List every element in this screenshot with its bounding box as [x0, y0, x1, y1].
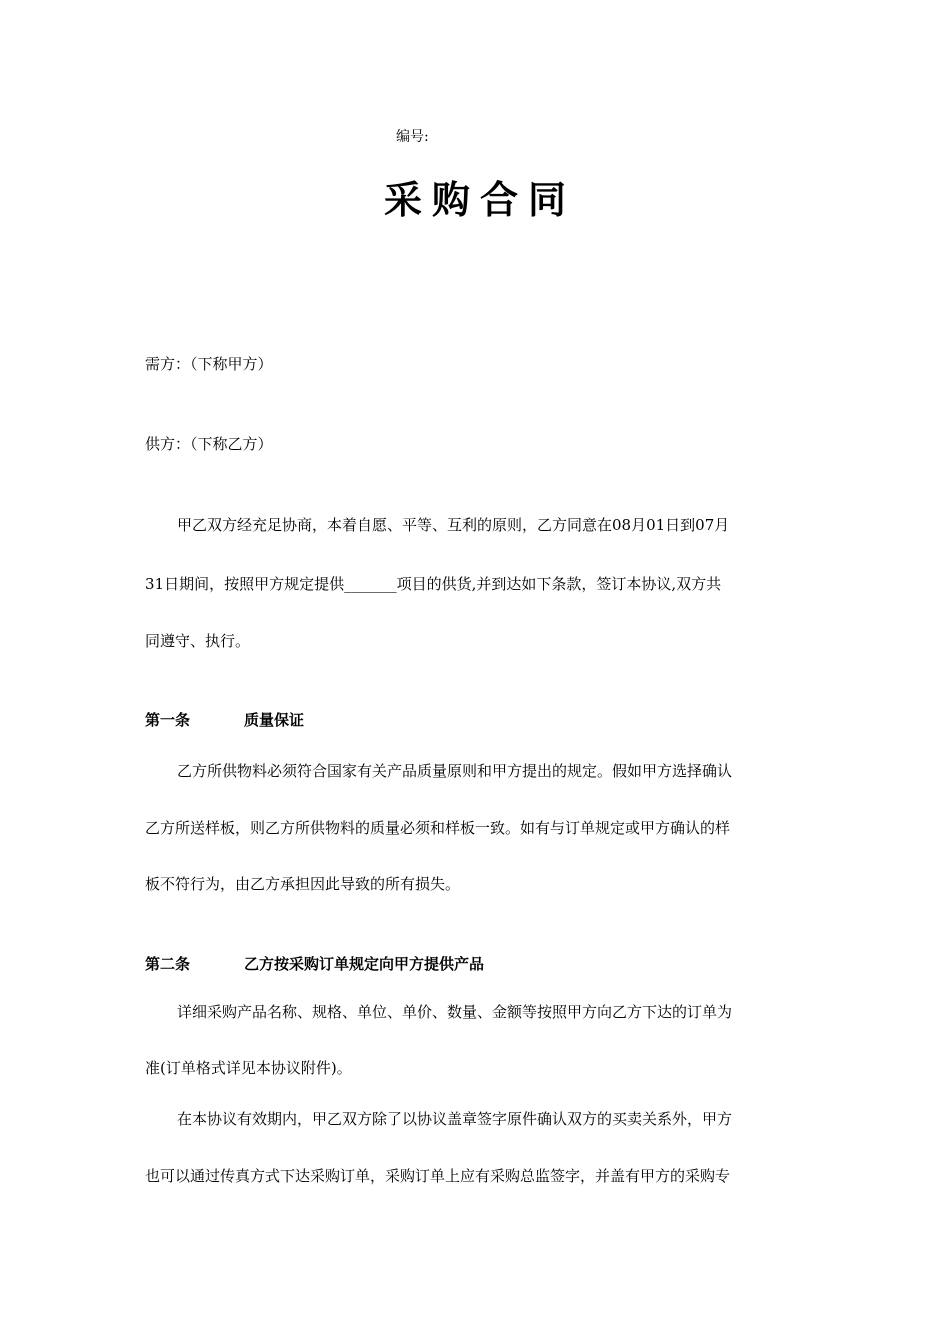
- article-2-para-2-line-2: 也可以通过传真方式下达采购订单，采购订单上应有采购总监签字，并盖有甲方的采购专: [145, 1167, 731, 1185]
- article-1-title: 质量保证: [244, 711, 305, 729]
- article-1-line-2: 乙方所送样板，则乙方所供物料的质量必须和样板一致。如有与订单规定或甲方确认的样: [145, 819, 731, 837]
- buyer-party-line: 需方：（下称甲方）: [145, 355, 273, 373]
- article-1-line-3: 板不符行为，由乙方承担因此导致的所有损失。: [145, 875, 461, 893]
- article-2-para-2-line-1: 在本协议有效期内，甲乙双方除了以协议盖章签字原件确认双方的买卖关系外，甲方: [177, 1110, 733, 1128]
- document-title: 采购合同: [383, 177, 576, 222]
- contract-number-label: 编号:: [396, 129, 429, 145]
- supplier-party-line: 供方：（下称乙方）: [145, 435, 273, 453]
- intro-line-3: 同遵守、执行。: [145, 632, 251, 650]
- article-2-para-1-line-2: 准(订单格式详见本协议附件)。: [145, 1059, 352, 1077]
- intro-line-2: 31日期间，按照甲方规定提供_______项目的供货,并到达如下条款，签订本协议,双方共: [145, 575, 722, 593]
- article-2-title: 乙方按采购订单规定向甲方提供产品: [244, 955, 485, 973]
- article-1-line-1: 乙方所供物料必须符合国家有关产品质量原则和甲方提出的规定。假如甲方选择确认: [177, 762, 733, 780]
- article-1-number: 第一条: [145, 711, 191, 729]
- article-2-para-1-line-1: 详细采购产品名称、规格、单位、单价、数量、金额等按照甲方向乙方下达的订单为: [177, 1003, 733, 1021]
- intro-line-1: 甲乙双方经充足协商，本着自愿、平等、互利的原则，乙方同意在08月01日到07月: [177, 516, 730, 534]
- article-2-number: 第二条: [145, 955, 191, 973]
